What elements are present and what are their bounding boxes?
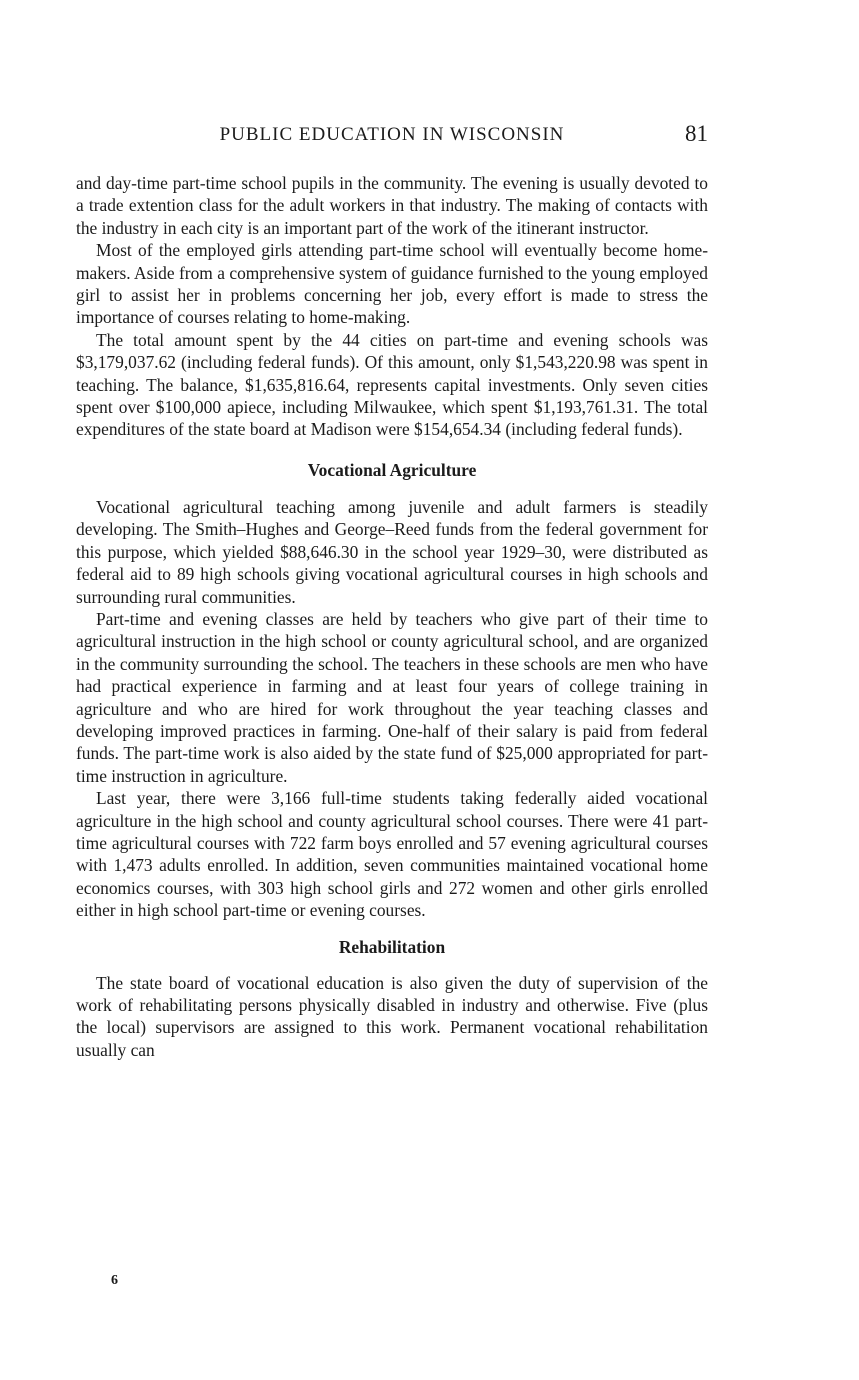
section-heading-vocational-agriculture: Vocational Agriculture [307, 459, 477, 480]
running-title: PUBLIC EDUCATION IN WISCONSIN [219, 124, 565, 145]
paragraph-rehabilitation: The state board of vocational education is also given the duty of supervision of the work of rehabilitating persons physically disabled in industry and otherwise. Five (plus the local) supervisors are assigned to this work. Permanent vocational rehabilitation usually can [76, 972, 708, 1060]
paragraph-home-making: Most of the employed girls attending part-time school will eventually become home-makers. Aside from a comprehensive system of guidance furnished to the young employed girl to assist her in problems concerning her job, every effort is made to stress the importance of courses relating to home-making. [76, 240, 708, 328]
page-body [76, 172, 708, 1061]
paragraph-continuation: and day-time part-time school pupils in the community. The evening is usually devoted to a trade extention class for the adult workers in that industry. The making of contacts with the industry in each city is an important part of the work of the itinerant instructor. [76, 173, 708, 238]
page-number: 81 [685, 121, 708, 146]
section-heading-rehabilitation: Rehabilitation [338, 936, 446, 957]
paragraph-part-time-classes: Part-time and evening classes are held by teachers who give part of their time to agricultural instruction in the high school or county agricultural school, and are organized in the community surrounding the school. The teachers in these schools are men who have had practical experience in farming and at least four years of college training in agriculture and who are hired for work throughout the year teaching classes and developing improved practices in farming. One-half of their salary is paid from federal funds. The part-time work is also aided by the state fund of $25,000 appropriated for part-time instruction in agriculture. [76, 608, 708, 786]
paragraph-enrollment: Last year, there were 3,166 full-time students taking federally aided vocational agriculture in the high school and county agricultural school courses. There were 41 part-time agricultural courses with 722 farm boys enrolled and 57 evening agricultural courses with 1,473 adults enrolled. In addition, seven communities maintained vocational home economics courses, with 303 high school girls and 272 women and other girls enrolled either in high school part-time or evening courses. [76, 788, 708, 921]
paragraph-expenditures: The total amount spent by the 44 cities on part-time and evening schools was $3,179,037.62 (including federal funds). Of this amount, only $1,543,220.98 was spent in teaching. The balance, $1,635,816.64, represents capital investments. Only seven cities spent over $100,000 apiece, including Milwaukee, which spent $1,193,761.31. The total expenditures of the state board at Madison were $154,654.34 (including federal funds). [76, 329, 708, 440]
signature-mark: 6 [111, 1273, 118, 1288]
paragraph-agricultural-teaching: Vocational agricultural teaching among juvenile and adult farmers is steadily developing. The Smith–Hughes and George–Reed funds from the federal government for this purpose, which yielded $88,646.30 in the school year 1929–30, were distributed as federal aid to 89 high schools giving vocational agricultural courses in high schools and surrounding rural communities. [76, 496, 708, 607]
running-header [76, 122, 708, 152]
